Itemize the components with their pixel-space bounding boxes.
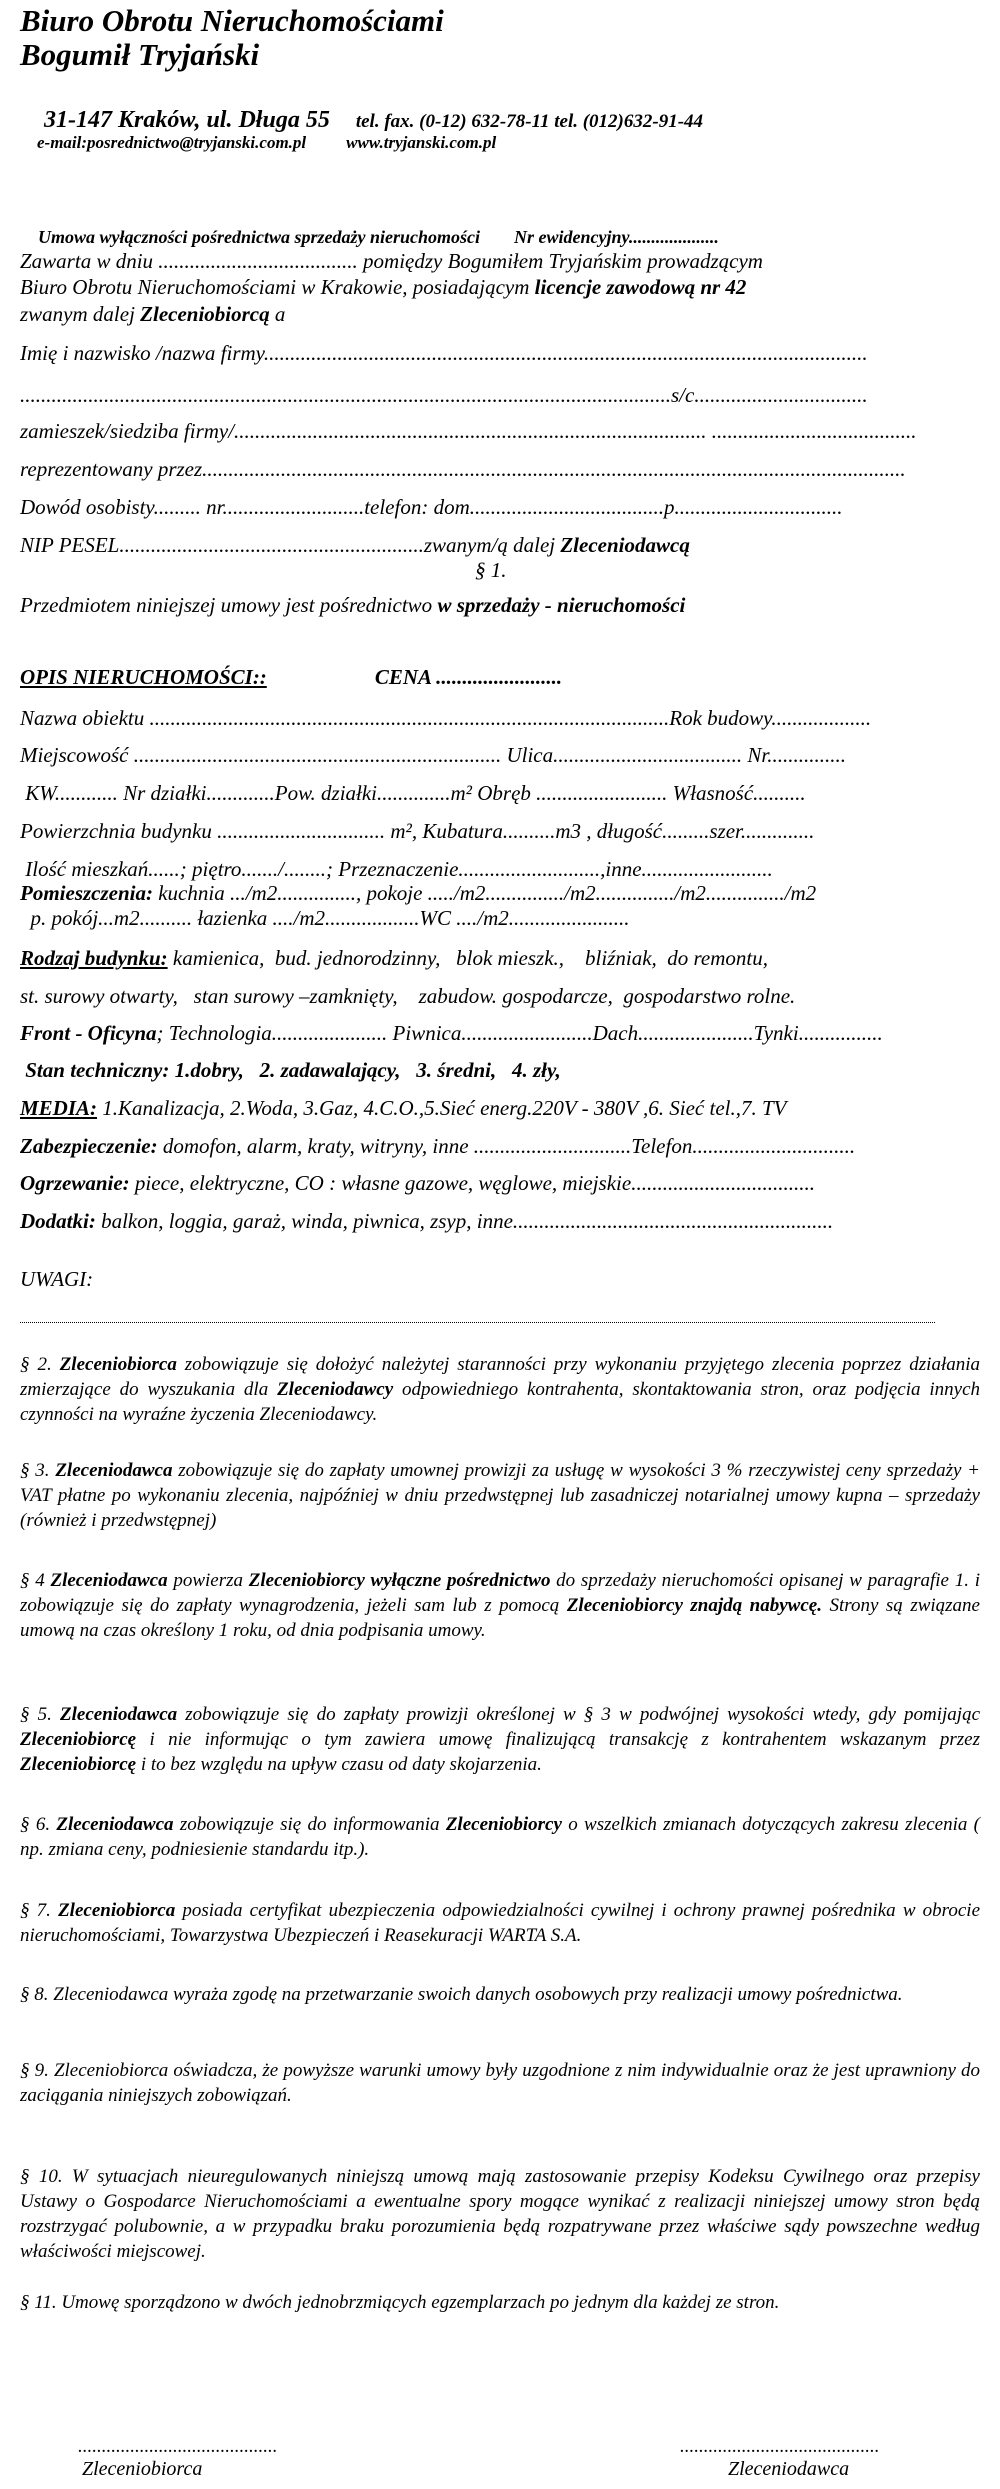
contract-date-line: Zawarta w dniu ...................................... pomiędzy Bogumiłem Tryjańskim prowadzącym bbox=[20, 249, 763, 273]
clause-7-number: § 7. bbox=[20, 1900, 59, 1921]
signature-label-client: Zleceniodawca bbox=[728, 2458, 850, 2480]
client-address-field: ............................................................................................................................s/c................................. bbox=[20, 383, 868, 407]
clause-6-text-b: o wszelkich zmianach dotyczących zakresu zlecenia ( np. zmiana ceny, podniesienie standardu itp.). bbox=[20, 1814, 981, 1860]
contact-line bbox=[20, 110, 496, 176]
clause-5-text-c: i to bez względu na upływ czasu od daty skojarzenia. bbox=[136, 1754, 542, 1775]
condition-row bbox=[20, 1057, 561, 1083]
security-row bbox=[20, 1133, 855, 1159]
record-number: Nr ewidencyjny.................... bbox=[514, 227, 719, 247]
website: www.tryjanski.com.pl bbox=[346, 133, 497, 152]
clause-2 bbox=[20, 1352, 980, 1427]
contractor-role: Zleceniobiorcą bbox=[140, 302, 270, 326]
extras-options: balkon, loggia, garaż, winda, piwnica, zsyp, inne............................................................. bbox=[95, 1209, 834, 1233]
clause-6-number: § 6. bbox=[20, 1814, 57, 1835]
subject-text: Przedmiotem niniejszej umowy jest pośrednictwo bbox=[20, 593, 438, 617]
conjunction: a bbox=[269, 302, 286, 326]
condition-options: 1.dobry, 2. zadawalający, 3. średni, 4. zły, bbox=[174, 1058, 561, 1082]
front-label: Front - Oficyna bbox=[20, 1021, 157, 1045]
owner-name: Bogumił Tryjański bbox=[20, 37, 260, 72]
contractor-text: zwanym dalej bbox=[20, 302, 141, 326]
clause-6 bbox=[20, 1812, 980, 1862]
phone-numbers: tel. fax. (0-12) 632-78-11 tel. (012)632-91-44 bbox=[355, 111, 704, 132]
clause-7 bbox=[20, 1898, 980, 1948]
notes-dotted-line bbox=[20, 1322, 935, 1323]
building-state-row: st. surowy otwarty, stan surowy –zamknięty, zabudow. gospodarcze, gospodarstwo rolne. bbox=[20, 984, 796, 1008]
technology-row bbox=[20, 1020, 883, 1046]
building-type-row bbox=[20, 945, 768, 971]
security-label: Zabezpieczenie: bbox=[20, 1134, 158, 1158]
rooms-row-2: p. pokój...m2.......... łazienka ..../m2..................WC ..../m2....................... bbox=[20, 906, 630, 930]
clause-3-number: § 3. bbox=[20, 1460, 56, 1481]
clause-4-text: powierza bbox=[167, 1570, 249, 1591]
company-name: Biuro Obrotu Nieruchomościami bbox=[20, 3, 444, 38]
id-card-field: Dowód osobisty......... nr...........................telefon: dom.....................................p................................ bbox=[20, 495, 843, 519]
licence-line bbox=[20, 274, 746, 300]
licence-number: licencje zawodową nr 42 bbox=[534, 275, 747, 299]
clause-6-party-b: Zleceniobiorcy bbox=[445, 1814, 562, 1835]
building-type-label: Rodzaj budynku: bbox=[20, 946, 168, 970]
clause-2-text: zobowiązuje się dołożyć należytej staranności przy wykonaniu przyjętego zlecenia poprzez działania zmierzające do wyszukania dla bbox=[20, 1354, 980, 1400]
rooms-label: Pomieszczenia: bbox=[20, 881, 153, 905]
clause-4-term: Strony są związane umową na czas określony 1 roku, od dnia podpisania umowy. bbox=[20, 1595, 980, 1641]
clause-7-party: Zleceniobiorca bbox=[58, 1900, 176, 1921]
clause-5-party-c: Zleceniobiorcę bbox=[20, 1754, 137, 1775]
property-name-row: Nazwa obiektu ...................................................................................................Rok budowy................... bbox=[20, 706, 872, 730]
building-type-options: kamienica, bud. jednorodzinny, blok mieszk., bliźniak, do remontu, bbox=[167, 946, 768, 970]
rooms-values: kuchnia .../m2..............., pokoje ...../m2.............../m2.............../m2.............../m2 bbox=[152, 881, 817, 905]
notes-label: UWAGI: bbox=[20, 1267, 94, 1291]
clause-6-text: zobowiązuje się do informowania bbox=[173, 1814, 446, 1835]
building-area-row: Powierzchnia budynku ................................ m², Kubatura..........m3 , długość.........szer.............. bbox=[20, 819, 815, 843]
email-address: e-mail:posrednictwo@tryjanski.com.pl bbox=[37, 133, 307, 152]
land-register-row: KW............ Nr działki.............Pow. działki..............m² Obręb ......................... Własność.......... bbox=[20, 781, 806, 805]
clause-2-text-b: odpowiedniego kontrahenta, skontaktowania stron, oraz podjęcia innych czynności na wyraźne życzenia Zleceniodawcy. bbox=[20, 1379, 980, 1425]
signature-line-contractor: .......................................... bbox=[78, 2436, 278, 2457]
client-residence-field: zamieszek/siedziba firmy/.......................................................................................... ....................................... bbox=[20, 419, 917, 443]
price-field: CENA ........................ bbox=[374, 665, 563, 689]
clause-5-number: § 5. bbox=[20, 1704, 61, 1725]
condition-label: Stan techniczny: bbox=[20, 1058, 175, 1082]
clause-10: § 10. W sytuacjach nieuregulowanych niniejszą umową mają zastosowanie przepisy Kodeksu Cywilnego oraz przepisy Ustawy o Gospodarce Nieruchomościami a ewentualne spory mogące wynikać z realizacji niniejszej umowy stron będą rozstrzygać polubownie, a w przypadku braku porozumienia będą rozpatrywane przez właściwe sądy powszechne według właściwości miejscowej. bbox=[20, 2166, 980, 2262]
security-options: domofon, alarm, kraty, witryny, inne ..............................Telefon............................... bbox=[157, 1134, 856, 1158]
clause-2-party-b: Zleceniodawcy bbox=[277, 1379, 394, 1400]
heating-row bbox=[20, 1170, 815, 1196]
clause-5-party: Zleceniodawca bbox=[60, 1704, 178, 1725]
clause-2-party: Zleceniobiorca bbox=[59, 1354, 177, 1375]
clause-4-exclusive: Zleceniobiorcy wyłączne pośrednictwo bbox=[248, 1570, 551, 1591]
clause-4 bbox=[20, 1568, 980, 1643]
signature-label-contractor: Zleceniobiorca bbox=[82, 2458, 203, 2480]
extras-label: Dodatki: bbox=[20, 1209, 96, 1233]
clause-3-text: zobowiązuje się do zapłaty umownej prowizji za usługę w wysokości 3 % rzeczywistej ceny sprzedaży + VAT płatne po wykonaniu zlecenia, najpóźniej w dniu przedwstępnej lub zasadniczej notarialnej umowy kupna – sprzedaży (również i przedwstępnej) bbox=[20, 1460, 980, 1531]
rooms-row bbox=[20, 880, 816, 906]
apartments-row: Ilość mieszkań......; piętro......./........; Przeznaczenie...........................,inne......................... bbox=[20, 857, 773, 881]
representative-field: reprezentowany przez...................................................................................................................................... bbox=[20, 457, 906, 481]
clause-3 bbox=[20, 1458, 980, 1533]
contract-title: Umowa wyłączności pośrednictwa sprzedaży nieruchomości bbox=[38, 227, 481, 247]
nip-pesel-field bbox=[20, 532, 690, 558]
clause-11: § 11. Umowę sporządzono w dwóch jednobrzmiących egzemplarzach po jednym dla każdej ze stron. bbox=[20, 2292, 780, 2313]
clause-2-number: § 2. bbox=[20, 1354, 60, 1375]
extras-row bbox=[20, 1208, 833, 1234]
contractor-line bbox=[20, 301, 285, 327]
subject-line bbox=[20, 592, 685, 618]
clause-8: § 8. Zleceniodawca wyraża zgodę na przetwarzanie swoich danych osobowych przy realizacji umowy pośrednictwa. bbox=[20, 1984, 903, 2005]
clause-7-text: posiada certyfikat ubezpieczenia odpowiedzialności cywilnej i ochrony prawnej pośrednika w obrocie nieruchomościami, Towarzystwa Ubezpieczeń i Reasekuracji WARTA S.A. bbox=[20, 1900, 980, 1946]
utilities-options: 1.Kanalizacja, 2.Woda, 3.Gaz, 4.C.O.,5.Sieć energ.220V - 380V ,6. Sieć tel.,7. TV bbox=[97, 1096, 787, 1120]
property-heading-row bbox=[20, 664, 562, 690]
subject-scope: w sprzedaży - nieruchomości bbox=[437, 593, 686, 617]
client-role: Zleceniodawcą bbox=[560, 533, 690, 557]
utilities-label: MEDIA: bbox=[20, 1096, 98, 1120]
clause-9: § 9. Zleceniobiorca oświadcza, że powyższe warunki umowy były uzgodnione z nim indywidualnie oraz że jest uprawniony do zaciągania niniejszych zobowiązań. bbox=[20, 2060, 980, 2106]
heating-options: piece, elektryczne, CO : własne gazowe, węglowe, miejskie................................... bbox=[129, 1171, 815, 1195]
licence-text: Biuro Obrotu Nieruchomościami w Krakowie, posiadającym bbox=[20, 275, 535, 299]
clause-4-buyer: Zleceniobiorcy znajdą nabywcę. bbox=[566, 1595, 822, 1616]
clause-4-party: Zleceniodawca bbox=[50, 1570, 168, 1591]
location-row: Miejscowość ...................................................................... Ulica.................................... Nr............... bbox=[20, 743, 846, 767]
nip-pesel-text: NIP PESEL..........................................................zwanym/ą dalej bbox=[20, 533, 561, 557]
clause-6-party: Zleceniodawca bbox=[56, 1814, 174, 1835]
clause-3-party: Zleceniodawca bbox=[55, 1460, 173, 1481]
heating-label: Ogrzewanie: bbox=[20, 1171, 130, 1195]
property-heading: OPIS NIERUCHOMOŚCI:: bbox=[20, 665, 267, 689]
signature-line-client: .......................................... bbox=[680, 2436, 880, 2457]
utilities-row bbox=[20, 1095, 786, 1121]
clause-4-text-b: do sprzedaży nieruchomości opisanej w paragrafie 1. i zobowiązuje się do zapłaty wynagrodzenia, jeżeli sam lub z pomocą bbox=[20, 1570, 980, 1616]
clause-5-party-b: Zleceniobiorcę bbox=[20, 1729, 137, 1750]
address-line: 31-147 Kraków, ul. Długa 55 bbox=[44, 107, 330, 133]
clause-5-text: zobowiązuje się do zapłaty prowizji określonej w § 3 w podwójnej wysokości wtedy, gdy pomijając bbox=[177, 1704, 981, 1725]
technology-values: ; Technologia...................... Piwnica.........................Dach......................Tynki................ bbox=[156, 1021, 883, 1045]
clause-5-text-b: i nie informując o tym zawiera umowę finalizującą transakcję z kontrahentem wskazanym przez bbox=[136, 1729, 980, 1750]
paragraph-1-heading: § 1. bbox=[475, 558, 507, 582]
clause-4-number: § 4 bbox=[20, 1570, 51, 1591]
client-name-field: Imię i nazwisko /nazwa firmy................................................................................................................... bbox=[20, 341, 868, 365]
clause-5 bbox=[20, 1702, 980, 1777]
